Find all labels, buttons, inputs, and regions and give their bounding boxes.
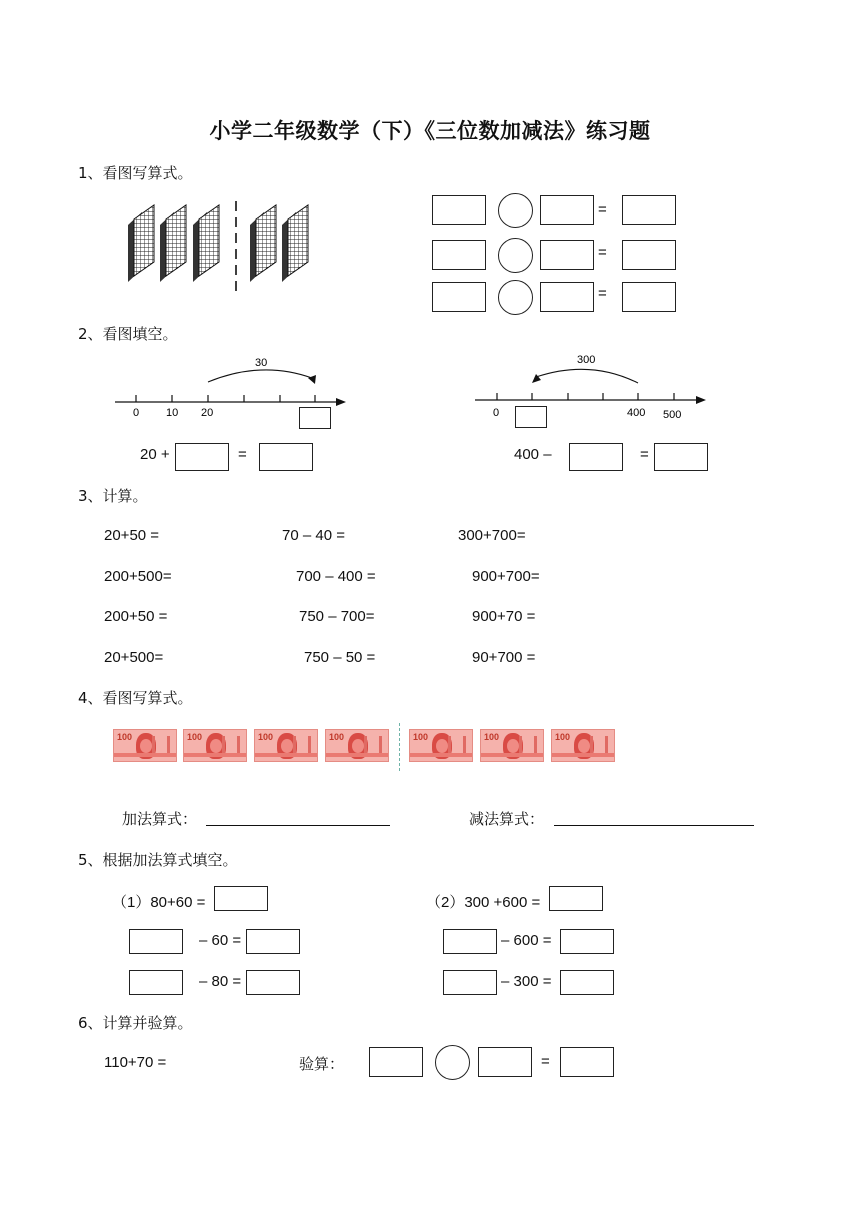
- equals-sign: =: [598, 244, 607, 261]
- expression-text: – 60 =: [199, 932, 242, 949]
- expression-text: 20 +: [140, 446, 170, 463]
- calc-problem: 900+70 =: [472, 608, 536, 625]
- hundred-block: [193, 205, 219, 282]
- equals-sign: =: [238, 446, 247, 463]
- cube-blocks-figure: [120, 195, 320, 297]
- calc-problem: 90+700 =: [472, 649, 536, 666]
- operator-circle[interactable]: [498, 193, 533, 228]
- answer-box[interactable]: [129, 970, 183, 995]
- banknote-100-image: 100: [183, 729, 247, 762]
- answer-box[interactable]: [299, 407, 331, 429]
- answer-box[interactable]: [246, 970, 300, 995]
- expression-text: 400 –: [514, 446, 552, 463]
- tick-label: 20: [201, 407, 214, 419]
- problem-2-head: （2）300 +600 =: [426, 894, 541, 911]
- tick-label: 500: [663, 409, 682, 421]
- equals-sign: =: [640, 446, 649, 463]
- hundred-block: [128, 205, 154, 282]
- answer-box[interactable]: [560, 1047, 614, 1077]
- check-label: 验算：: [299, 1055, 345, 1073]
- section-3-heading: 3、计算。: [78, 487, 148, 505]
- answer-box[interactable]: [549, 886, 603, 911]
- operator-circle[interactable]: [498, 238, 533, 273]
- banknote-100-image: 100: [551, 729, 615, 762]
- banknote-100-image: 100: [113, 729, 177, 762]
- answer-box[interactable]: [443, 929, 497, 954]
- section-6-heading: 6、计算并验算。: [78, 1014, 193, 1032]
- answer-box[interactable]: [432, 240, 486, 270]
- section-1-heading: 1、看图写算式。: [78, 164, 193, 182]
- jump-label: 300: [577, 354, 596, 366]
- answer-box[interactable]: [214, 886, 268, 911]
- answer-box[interactable]: [560, 929, 614, 954]
- calc-problem: 200+500=: [104, 568, 172, 585]
- calc-problem: 20+500=: [104, 649, 164, 666]
- answer-box[interactable]: [443, 970, 497, 995]
- section-5-heading: 5、根据加法算式填空。: [78, 851, 238, 869]
- calc-problem: 750 – 700=: [299, 608, 375, 625]
- answer-box[interactable]: [432, 195, 486, 225]
- jump-label: 30: [255, 357, 268, 369]
- expression-text: – 600 =: [501, 932, 552, 949]
- hundred-block: [282, 205, 308, 282]
- answer-box[interactable]: [540, 195, 594, 225]
- calc-problem: 70 – 40 =: [282, 527, 345, 544]
- answer-box[interactable]: [478, 1047, 532, 1077]
- hundred-block: [160, 205, 186, 282]
- tick-label: 0: [133, 407, 140, 419]
- calc-problem: 700 – 400 =: [296, 568, 376, 585]
- answer-box[interactable]: [129, 929, 183, 954]
- tick-label: 0: [493, 407, 500, 419]
- answer-box[interactable]: [560, 970, 614, 995]
- page-title: 小学二年级数学（下）《三位数加减法》练习题: [209, 119, 651, 143]
- answer-box[interactable]: [369, 1047, 423, 1077]
- equals-sign: =: [598, 285, 607, 302]
- tick-label: 400: [627, 407, 646, 419]
- calc-problem: 20+50 =: [104, 527, 160, 544]
- expression-text: – 300 =: [501, 973, 552, 990]
- answer-box[interactable]: [622, 195, 676, 225]
- answer-box[interactable]: [246, 929, 300, 954]
- answer-box[interactable]: [622, 240, 676, 270]
- divider-dashed-line: [399, 723, 400, 771]
- addition-answer-line[interactable]: [206, 825, 390, 826]
- banknote-100-image: 100: [254, 729, 318, 762]
- operator-circle[interactable]: [498, 280, 533, 315]
- problem-1-head: （1）80+60 =: [112, 894, 206, 911]
- answer-box[interactable]: [622, 282, 676, 312]
- operator-circle[interactable]: [435, 1045, 470, 1080]
- subtraction-answer-line[interactable]: [554, 825, 754, 826]
- banknote-100-image: 100: [409, 729, 473, 762]
- answer-box[interactable]: [175, 443, 229, 471]
- section-2-heading: 2、看图填空。: [78, 325, 178, 343]
- answer-box[interactable]: [540, 282, 594, 312]
- expression-text: – 80 =: [199, 973, 242, 990]
- banknote-100-image: 100: [480, 729, 544, 762]
- calc-problem: 300+700=: [458, 527, 526, 544]
- section-4-heading: 4、看图写算式。: [78, 689, 193, 707]
- calc-problem: 200+50 =: [104, 608, 168, 625]
- answer-box[interactable]: [432, 282, 486, 312]
- calc-problem: 750 – 50 =: [304, 649, 376, 666]
- equals-sign: =: [598, 201, 607, 218]
- calc-problem: 110+70 =: [104, 1054, 167, 1071]
- answer-box[interactable]: [259, 443, 313, 471]
- answer-box[interactable]: [515, 406, 547, 428]
- answer-box[interactable]: [654, 443, 708, 471]
- addition-label: 加法算式：: [122, 810, 198, 828]
- answer-box[interactable]: [540, 240, 594, 270]
- equals-sign: =: [541, 1053, 550, 1070]
- number-line-right: [470, 345, 715, 425]
- hundred-block: [250, 205, 276, 282]
- calc-problem: 900+700=: [472, 568, 540, 585]
- banknote-100-image: 100: [325, 729, 389, 762]
- answer-box[interactable]: [569, 443, 623, 471]
- tick-label: 10: [166, 407, 179, 419]
- subtraction-label: 减法算式：: [469, 810, 545, 828]
